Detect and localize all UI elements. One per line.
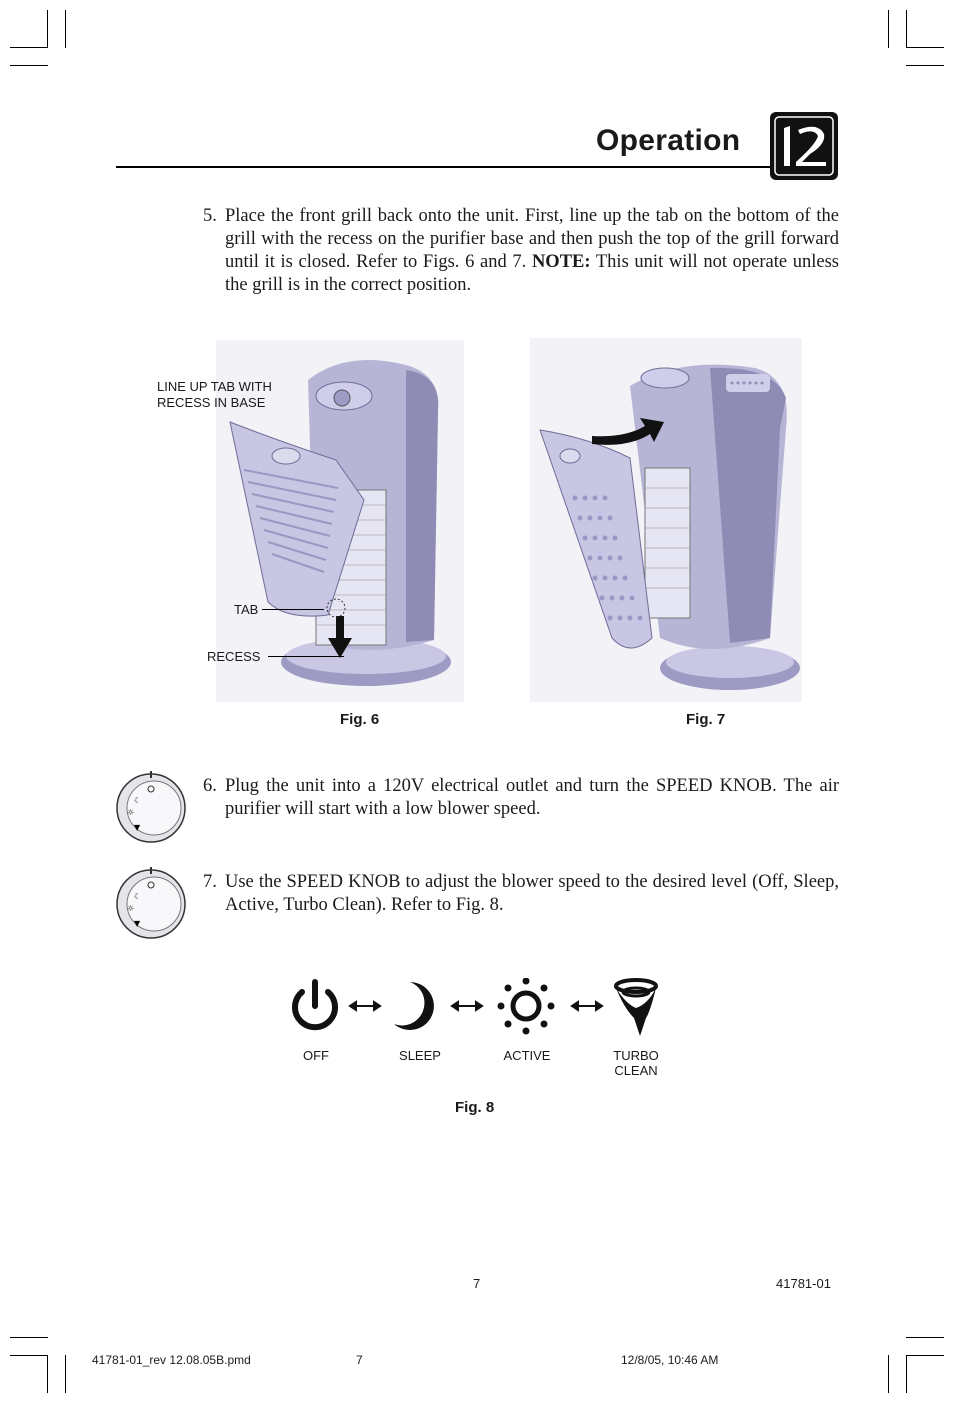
step-number: 5. (203, 206, 217, 226)
callout-recess-leader (268, 656, 344, 657)
step-7 (203, 871, 839, 917)
moon-icon (394, 982, 434, 1030)
fig-6-caption: Fig. 6 (340, 711, 380, 728)
print-timestamp: 12/8/05, 10:46 AM (621, 1353, 719, 1367)
step-number: 7. (203, 872, 217, 892)
header-rule (116, 166, 780, 168)
page-number: 7 (473, 1276, 481, 1291)
sun-icon (498, 978, 555, 1035)
page-title: Operation (596, 124, 741, 157)
note-label: NOTE: (531, 252, 591, 272)
tornado-icon (616, 980, 656, 1036)
step-number: 6. (203, 776, 217, 796)
fig-7-caption: Fig. 7 (686, 711, 726, 728)
speed-knob-icon (114, 864, 188, 940)
double-arrow-icon (452, 1002, 482, 1010)
callout-line-up-line2: RECESS IN BASE (157, 395, 266, 410)
mode-label-sleep: SLEEP (399, 1048, 441, 1063)
svg-text:☼: ☼ (127, 904, 135, 913)
svg-text:☼: ☼ (127, 808, 135, 817)
power-icon (295, 982, 335, 1027)
step-text-note: This unit will not operate unless the grill is in the correct position. (225, 252, 839, 295)
callout-tab: TAB (234, 602, 259, 617)
callout-tab-leader (262, 609, 324, 610)
mode-label-active: ACTIVE (503, 1048, 551, 1063)
doc-number: 41781-01 (776, 1276, 831, 1291)
mode-label-clean: CLEAN (614, 1063, 658, 1078)
step-5 (203, 205, 839, 297)
step-text: Plug the unit into a 120V electrical outlet and turn the SPEED KNOB. The air purifier will start with a low blower speed. (225, 776, 839, 819)
svg-text:☾: ☾ (134, 892, 142, 901)
mode-label-turbo: TURBO (613, 1048, 659, 1063)
double-arrow-icon (350, 1002, 380, 1010)
clock-badge-icon (770, 112, 838, 180)
svg-text:☾: ☾ (134, 796, 142, 805)
svg-text:▼: ▼ (134, 919, 141, 928)
speed-knob-icon (114, 768, 188, 844)
callout-line-up-line1: LINE UP TAB WITH (157, 379, 272, 394)
file-page: 7 (356, 1353, 363, 1367)
mode-label-off: OFF (303, 1048, 329, 1063)
purifier-grill-closing-illustration (530, 338, 802, 702)
file-name: 41781-01_rev 12.08.05B.pmd (92, 1353, 251, 1367)
step-text: Place the front grill back onto the unit. First, line up the tab on the bottom of the grill with the recess on the purifier base and then push the top of the grill forward until it is closed. Refer to Figs. 6 and 7. (225, 206, 839, 272)
double-arrow-icon (572, 1002, 602, 1010)
step-text: Use the SPEED KNOB to adjust the blower speed to the desired level (Off, Sleep, Active, Turbo Clean). Refer to Fig. 8. (225, 872, 839, 915)
callout-recess: RECESS (207, 649, 261, 664)
fig-8-caption: Fig. 8 (455, 1099, 495, 1116)
step-6 (203, 775, 839, 821)
svg-text:▼: ▼ (134, 823, 141, 832)
